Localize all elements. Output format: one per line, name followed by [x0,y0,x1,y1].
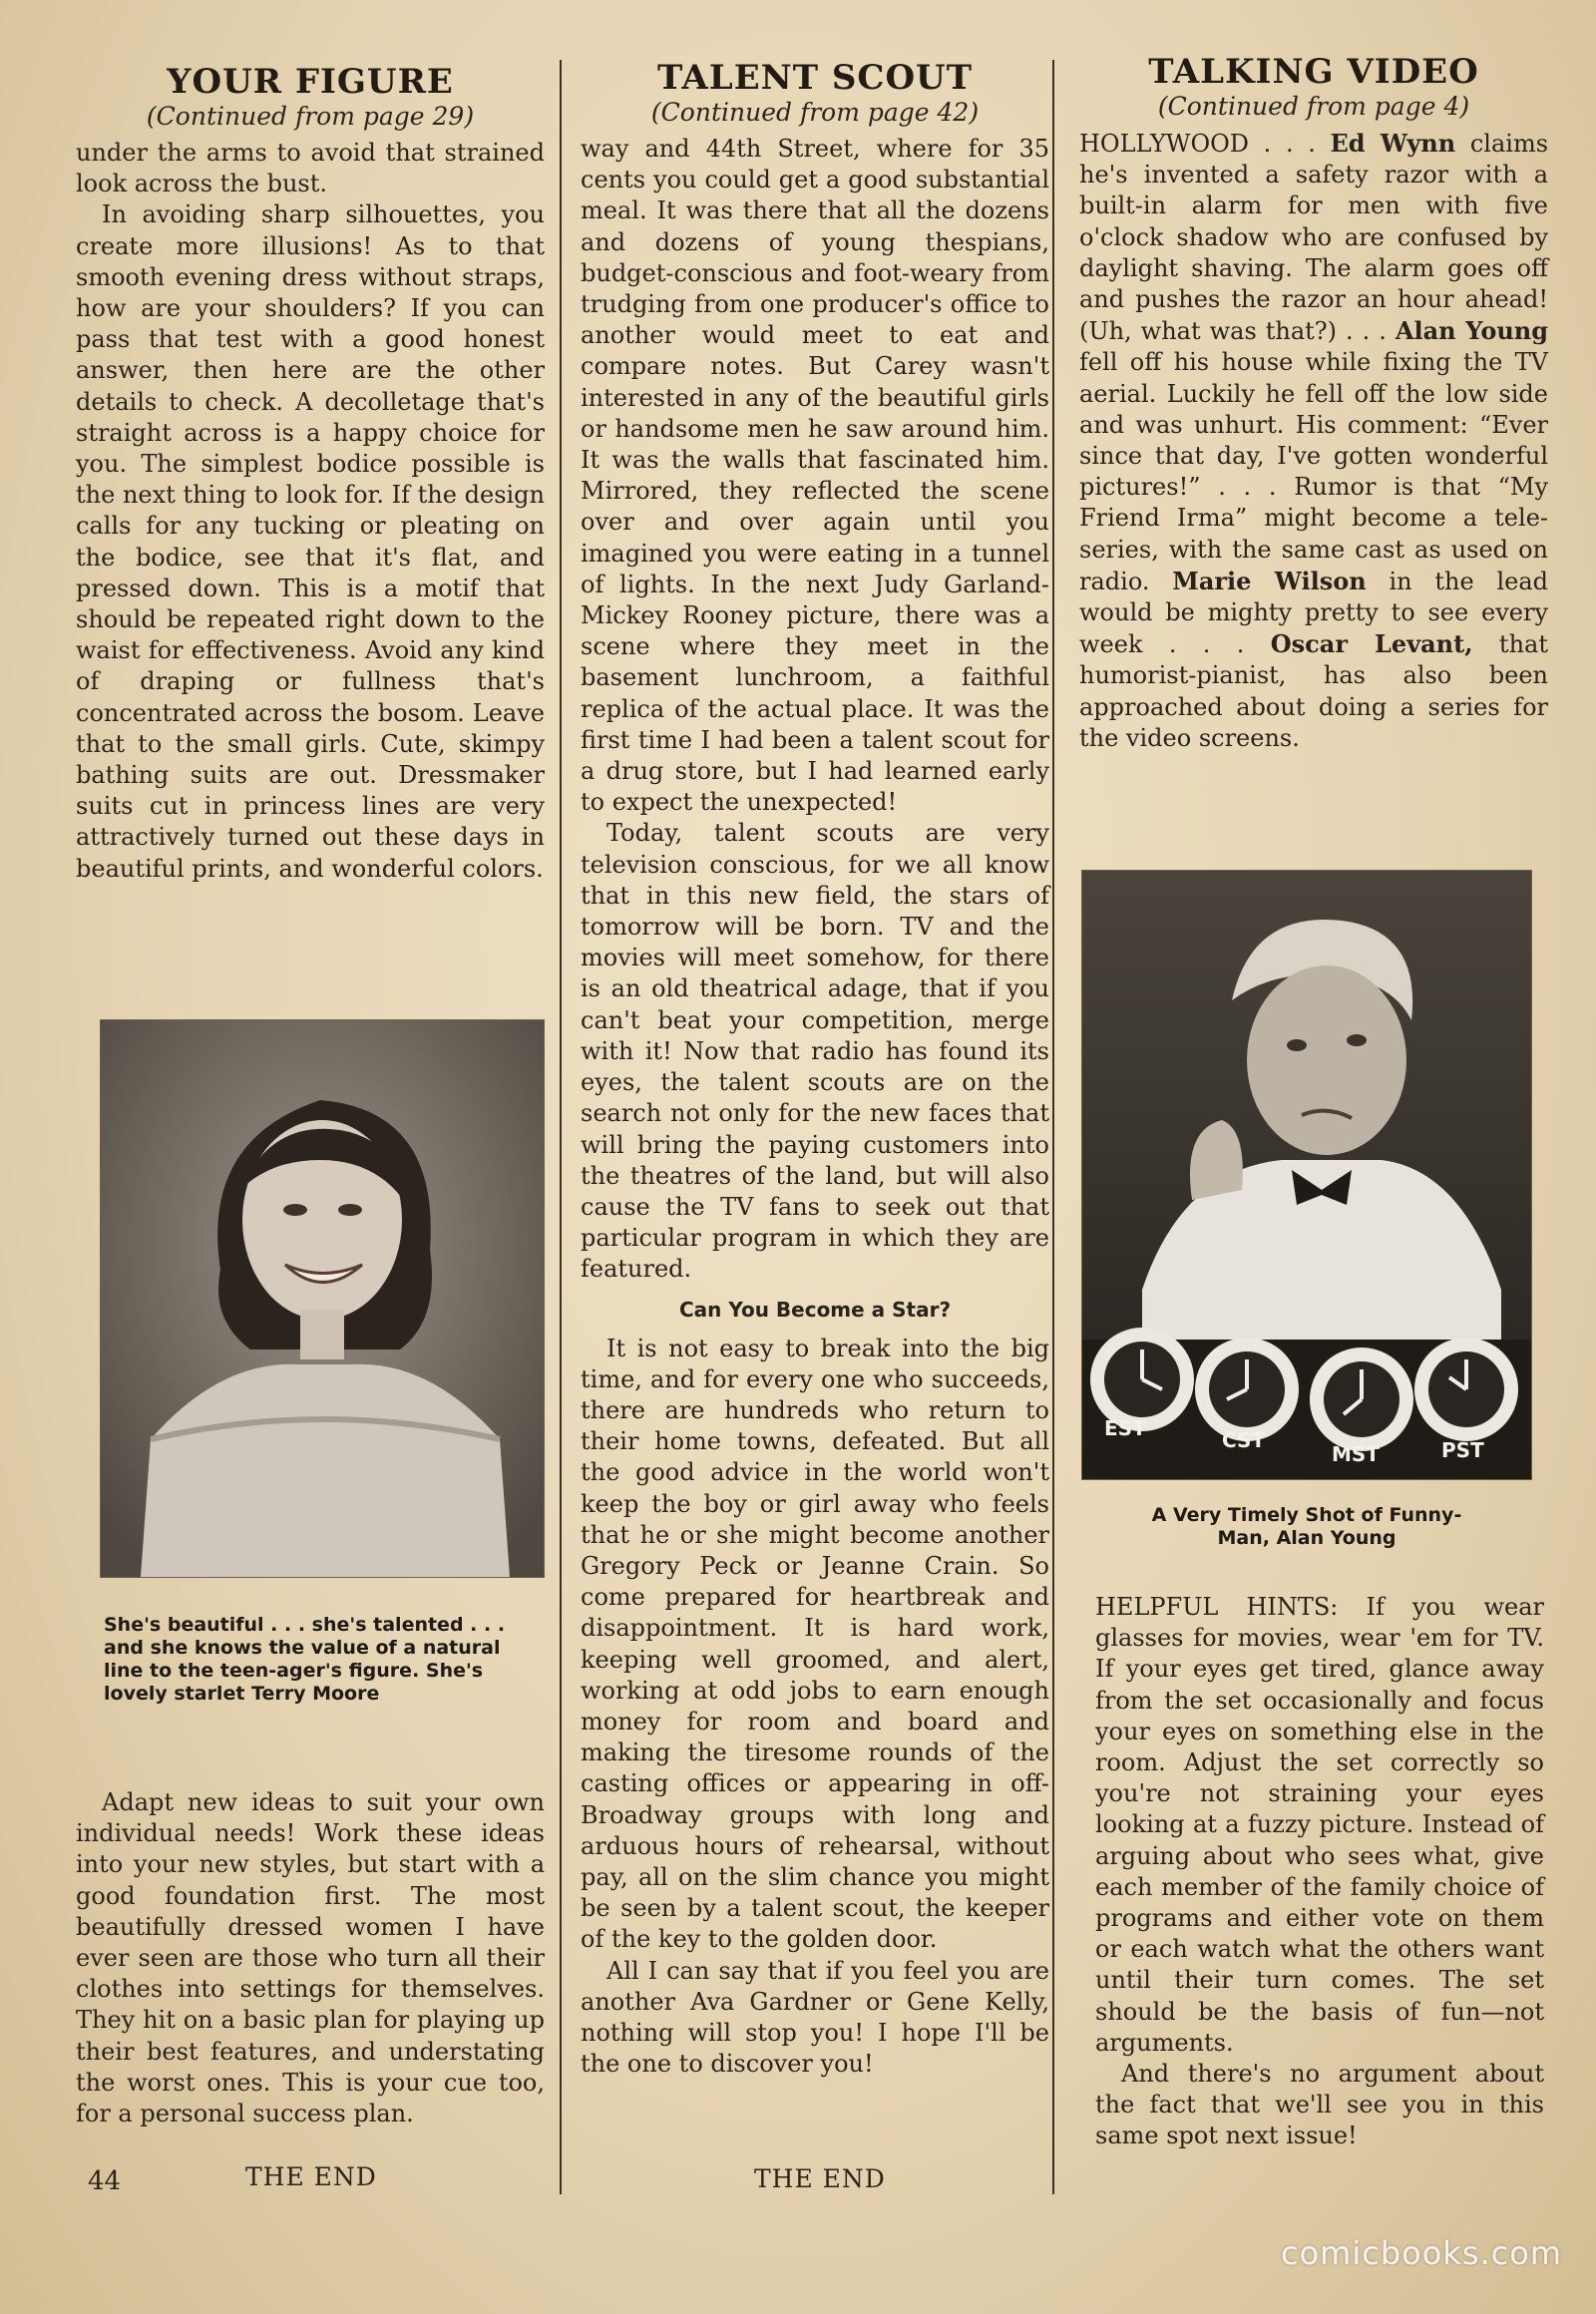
terry-moore-photo [100,1019,545,1578]
alan-young-photo [1081,870,1532,1480]
the-end-label: THE END [754,2164,886,2193]
column-your-figure [76,62,545,885]
watermark: comicbooks.com [1280,2234,1562,2272]
column-rule-left [560,60,562,2194]
column-rule-right [1052,60,1054,2194]
continued-note: (Continued from page 4) [1157,92,1470,121]
continued-note: (Continued from page 42) [650,98,980,127]
body-paragraph: Today, talent scouts are very television conscious, for we all know that in this new field, the stars of tomorrow will be born. TV and the movies will meet somehow, for there is an old theatrical adage, that if you can't beat your competition, merge with it! Now that radio has found its eyes, the talent scouts are on the search not only for the new faces that will bring the paying customers into the theatres of the land, but will also cause the TV fans to seek out that particular program in which they are featured. [581,819,1049,1284]
name-marie-wilson: Marie Wilson [1172,566,1367,595]
svg-text:MST: MST [1332,1442,1380,1466]
continued-note: (Continued from page 29) [146,102,475,131]
subheading: Can You Become a Star? [678,1297,952,1322]
column-talking-video-continued [1095,1592,1544,2152]
alan-young-caption: A Very Timely Shot of Funny-Man, Alan Young [1151,1504,1462,1549]
the-end-label: THE END [245,2162,377,2191]
body-paragraph: HELPFUL HINTS: If you wear glasses for movies, wear 'em for TV. If your eyes get tired, glance away from the set occasionally and focus your eyes on something else in the room. Adjust the set correctly so you're not straining your eyes looking at a fuzzy picture. Instead of arguing about who sees what, give each member of the family choice of programs and either vote on them or each watch what the others want until their turn comes. The set should be the basis of fun—not arguments. [1095,1593,1544,2057]
body-paragraph: All I can say that if you feel you are another Ava Gardner or Gene Kelly, nothing will stop you! I hope I'll be the one to discover you! [581,1956,1049,2079]
svg-text:EST: EST [1104,1416,1146,1440]
article-title: TALENT SCOUT [656,58,974,98]
body-paragraph: HOLLYWOOD . . . Ed Wynn claims he's invented a safety razor with a built-in alarm for men with five o'clock shadow who are confused by daylight shaving. The alarm goes off and pushes the razor an hour ahead! (Uh, what was that?) . . . Alan Young fell off his house while fixing the TV aerial. Luckily he fell off the low side and was unhurt. His comment: “Ever since that day, I've gotten wonderful pictures!” . . . Rumor is that “My Friend Irma” might become a tele-series, with the same cast as used on radio. Marie Wilson in the lead would be mighty pretty to see every week . . . Oscar Levant, that humorist-pianist, has also been approached about doing a series for the video screens. [1079,129,1549,752]
name-ed-wynn: Ed Wynn [1330,129,1456,158]
column-talent-scout [581,58,1049,2080]
body-paragraph: In avoiding sharp silhouettes, you create more illusions! As to that smooth evening dress without straps, how are your shoulders? If you can pass that test with a good honest answer, then here are the other details to check. A decolletage that's straight across is a happy choice for you. The simplest bodice possible is the next thing to look for. If the design calls for any tucking or pleating on the bodice, see that it's flat, and pressed down. This is a motif that should be repeated right down to the waist for effectiveness. Avoid any kind of draping or fullness that's concentrated across the bosom. Leave that to the small girls. Cute, skimpy bathing suits are out. Dressmaker suits cut in princess lines are very attractively turned out these days in beautiful prints, and wonderful colors. [76,200,545,883]
column-your-figure-continued [76,1787,545,2129]
svg-text:PST: PST [1441,1438,1484,1462]
article-title: TALKING VIDEO [1148,52,1479,92]
page-number: 44 [88,2166,122,2196]
name-oscar-levant: Oscar Levant, [1270,629,1473,659]
column-talking-video [1079,52,1548,754]
body-paragraph: under the arms to avoid that strained look across the bust. [76,139,545,198]
name-alan-young: Alan Young [1395,316,1549,346]
terry-moore-caption: She's beautiful . . . she's talented . . . and she knows the value of a natural line to the teen-ager's figure. She's lovely starlet Terry Moore [104,1614,506,1705]
svg-text:CST: CST [1222,1428,1266,1452]
body-paragraph: Adapt new ideas to suit your own individual needs! Work these ideas into your new styles, but start with a good foundation first. The most beautifully dressed women I have ever seen are those who turn all their clothes into settings for themselves. They hit on a basic plan for playing up their best features, and understating the worst ones. This is your cue too, for a personal success plan. [76,1788,545,2128]
body-paragraph: way and 44th Street, where for 35 cents you could get a good substantial meal. It was there that all the dozens and dozens of young thespians, budget-conscious and foot-weary from trudging from one producer's office to another would meet to eat and compare notes. But Carey wasn't interested in any of the beautiful girls or handsome men he saw around him. It was the walls that fascinated him. Mirrored, they reflected the scene over and over again until you imagined you were eating in a tunnel of lights. In the next Judy Garland-Mickey Rooney picture, there was a scene where they meet in the basement lunchroom, a faithful replica of the actual place. It was the first time I had been a talent scout for a drug store, but I had learned early to expect the unexpected! [581,135,1049,817]
body-paragraph: And there's no argument about the fact that we'll see you in this same spot next issue! [1095,2060,1544,2150]
body-paragraph: It is not easy to break into the big time, and for every one who succeeds, there are hundreds who return to their home towns, defeated. But all the good advice in the world won't keep the boy or girl away who feels that he or she might become another Gregory Peck or Jeanne Crain. So come prepared for heartbreak and disappointment. It is hard work, keeping well groomed, and alert, working at odd jobs to earn enough money for room and board and making the tiresome rounds of the casting offices or appearing in off-Broadway groups with long and arduous hours of rehearsal, without pay, all on the slim chance you might be seen by a talent scout, the keeper of the key to the golden door. [581,1334,1049,1954]
article-title: YOUR FIGURE [167,62,454,102]
